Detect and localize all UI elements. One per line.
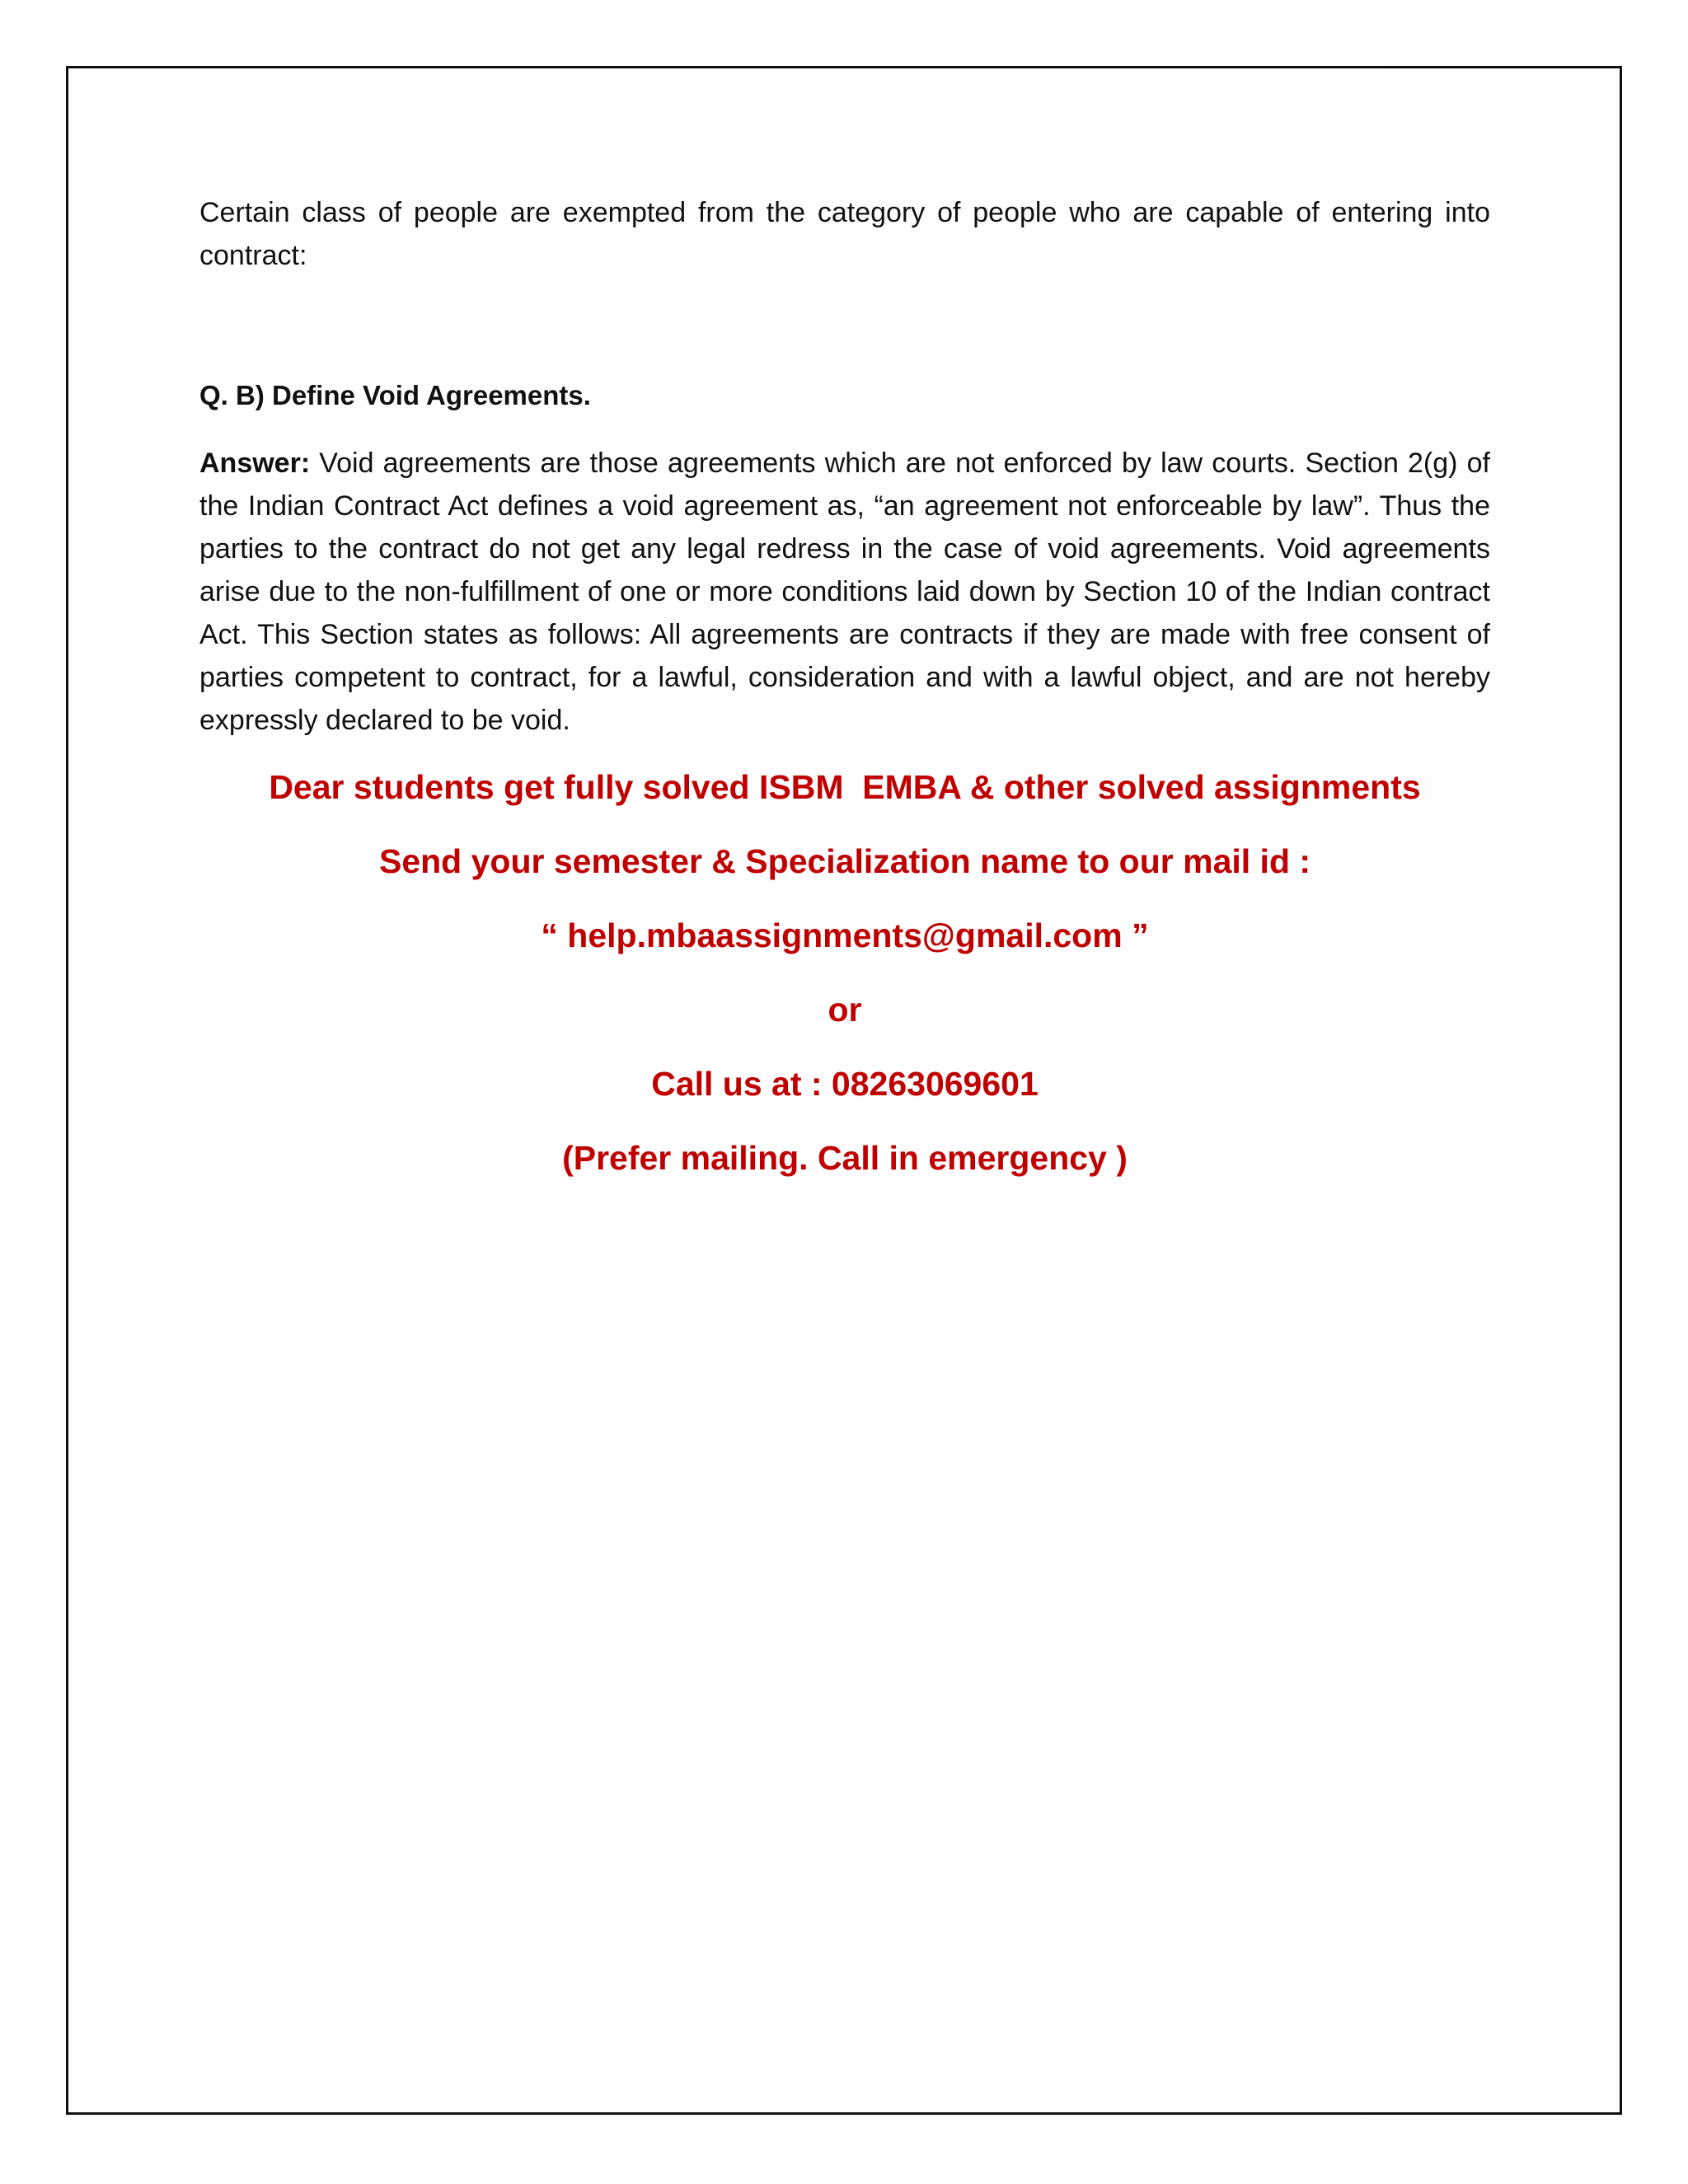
promo-line-instructions: Send your semester & Specialization name to our mail id : bbox=[378, 842, 1311, 880]
promo-or: or bbox=[828, 991, 862, 1029]
answer-label: Answer: bbox=[199, 448, 311, 479]
answer-paragraph bbox=[199, 442, 1490, 742]
promo-line-offer: Dear students get fully solved ISBM EMBA & other solved assignments bbox=[269, 768, 1421, 806]
intro-paragraph: Certain class of people are exempted from the category of people who are capable of entering into contract: bbox=[199, 197, 1490, 271]
question-heading: Q. B) Define Void Agreements. bbox=[199, 380, 591, 410]
promo-block bbox=[199, 766, 1490, 1179]
promo-note: (Prefer mailing. Call in emergency ) bbox=[562, 1139, 1128, 1177]
promo-email: “ help.mbaassignments@gmail.com ” bbox=[541, 916, 1149, 954]
answer-text: Void agreements are those agreements which are not enforced by law courts. Section 2(g) of the Indian Contract Act defines a void agreement as, “an agreement not enforceable by law”. Thus the parties to the contract do not get any legal redress in the case of void agreements. Void agreements arise due to the non-fulfillment of one or more conditions laid down by Section 10 of the Indian contract Act. This Section states as follows: All agreements are contracts if they are made with free consent of parties competent to contract, for a lawful, consideration and with a lawful object, and are not hereby expressly declared to be void. bbox=[199, 448, 1490, 736]
promo-phone: Call us at : 08263069601 bbox=[651, 1065, 1039, 1103]
document-body bbox=[199, 191, 1490, 1212]
